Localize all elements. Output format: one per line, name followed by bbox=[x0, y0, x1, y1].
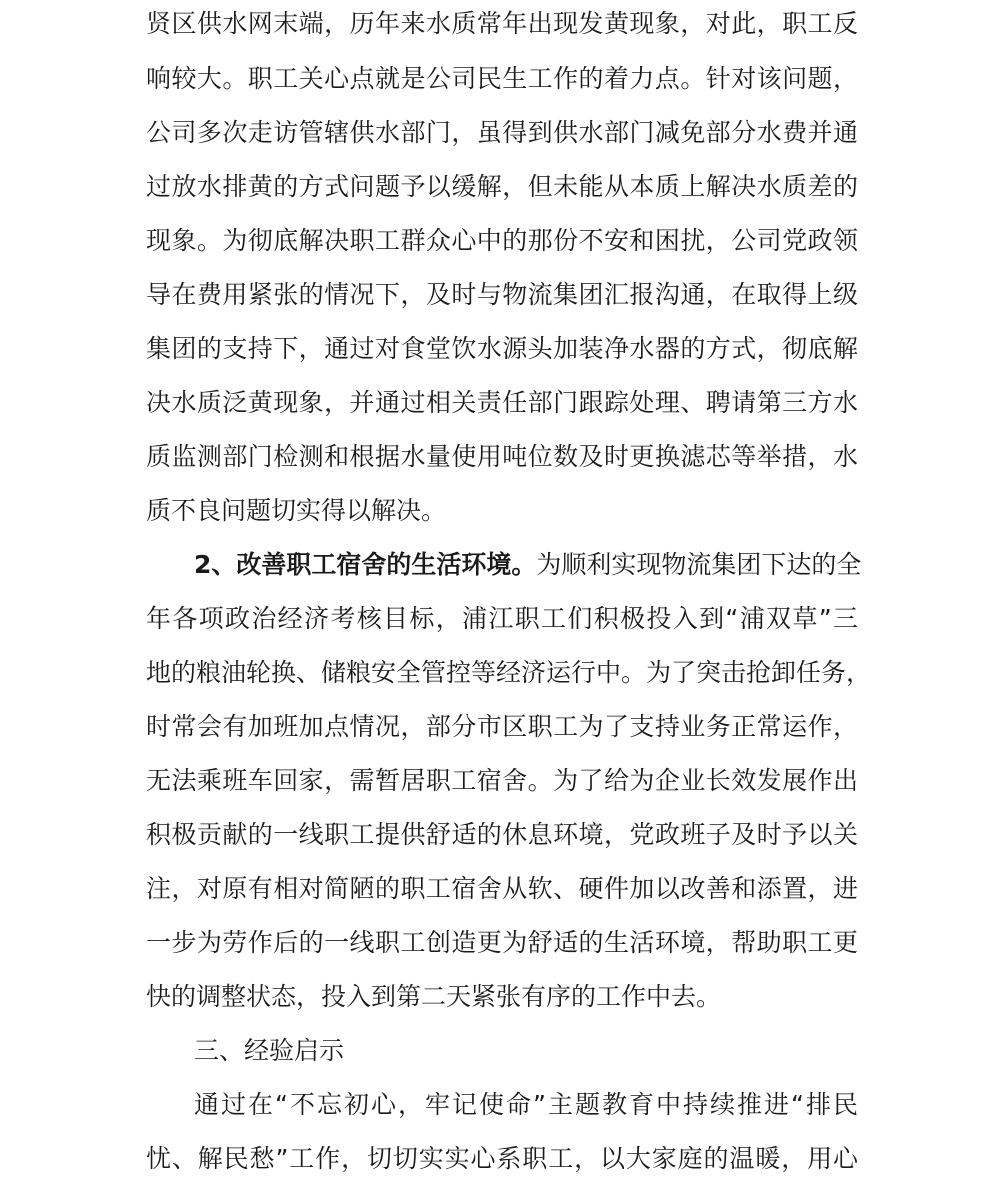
paragraph-line: 无法乘班车回家，需暂居职工宿舍。为了给为企业长效发展作出 bbox=[146, 766, 858, 795]
paragraph-line: 导在费用紧张的情况下，及时与物流集团汇报沟通，在取得上级 bbox=[146, 280, 858, 309]
paragraph-line: 集团的支持下，通过对食堂饮水源头加装净水器的方式，彻底解 bbox=[146, 334, 858, 363]
section-heading: 三、经验启示 bbox=[194, 1036, 345, 1065]
paragraph-2-first-line bbox=[194, 545, 862, 585]
paragraph-line: 积极贡献的一线职工提供舒适的休息环境，党政班子及时予以关 bbox=[146, 820, 858, 849]
paragraph-line: 质监测部门检测和根据水量使用吨位数及时更换滤芯等举措，水 bbox=[146, 442, 858, 471]
paragraph-line: 地的粮油轮换、储粮安全管控等经济运行中。为了突击抢卸任务， bbox=[146, 658, 872, 687]
paragraph-line: 年各项政治经济考核目标，浦江职工们积极投入到“浦双草”三 bbox=[146, 604, 858, 633]
paragraph-line: 贤区供水网末端，历年来水质常年出现发黄现象，对此，职工反 bbox=[146, 9, 858, 38]
paragraph-line: 快的调整状态，投入到第二天紧张有序的工作中去。 bbox=[146, 982, 722, 1011]
paragraph-line: 响较大。职工关心点就是公司民生工作的着力点。针对该问题， bbox=[146, 64, 858, 93]
paragraph-line: 现象。为彻底解决职工群众心中的那份不安和困扰，公司党政领 bbox=[146, 226, 858, 255]
paragraph-line: 通过在“不忘初心，牢记使命”主题教育中持续推进“排民 bbox=[194, 1090, 858, 1119]
paragraph-line: 忧、解民愁”工作，切切实实心系职工，以大家庭的温暖，用心 bbox=[146, 1144, 858, 1173]
paragraph-2-heading: 2、改善职工宿舍的生活环境。 bbox=[194, 550, 537, 579]
paragraph-line: 注，对原有相对简陋的职工宿舍从软、硬件加以改善和添置，进 bbox=[146, 874, 858, 903]
paragraph-line: 一步为劳作后的一线职工创造更为舒适的生活环境，帮助职工更 bbox=[146, 928, 858, 957]
paragraph-line: 过放水排黄的方式问题予以缓解，但未能从本质上解决水质差的 bbox=[146, 172, 858, 201]
paragraph-line: 时常会有加班加点情况，部分市区职工为了支持业务正常运作， bbox=[146, 712, 858, 741]
paragraph-line: 决水质泛黄现象，并通过相关责任部门跟踪处理、聘请第三方水 bbox=[146, 388, 858, 417]
paragraph-line: 公司多次走访管辖供水部门，虽得到供水部门减免部分水费并通 bbox=[146, 118, 858, 147]
paragraph-line: 质不良问题切实得以解决。 bbox=[146, 496, 447, 525]
paragraph-2-first-rest: 为顺利实现物流集团下达的全 bbox=[536, 550, 862, 579]
